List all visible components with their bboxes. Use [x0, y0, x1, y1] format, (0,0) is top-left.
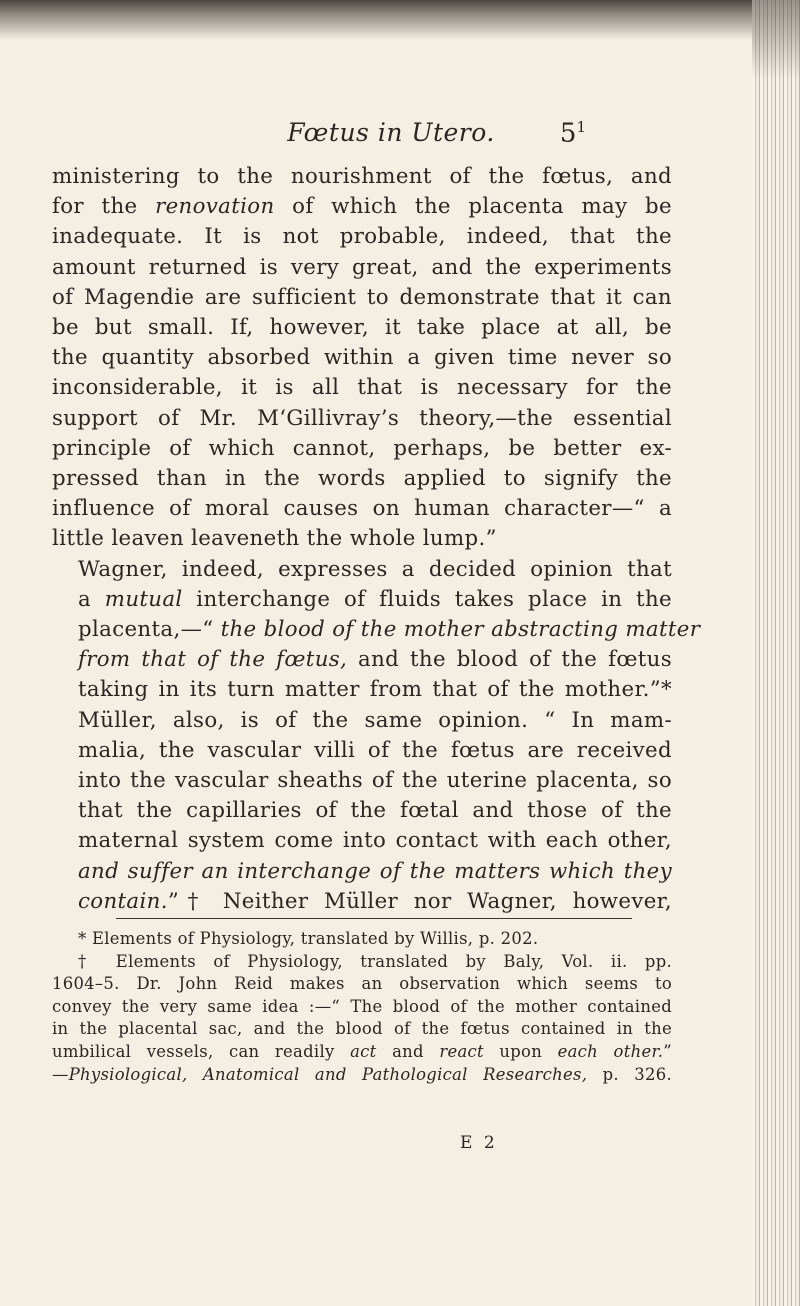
page-number: [560, 118, 586, 149]
footnote-1: [52, 928, 672, 951]
footnote-line: 1604–5. Dr. John Reid makes an observation which seems to: [52, 974, 672, 994]
footnote-line: † Elements of Physiology, translated by Baly, Vol. ii. pp.: [78, 951, 672, 971]
italic-quote-2: from that of the fœtus,: [78, 647, 348, 673]
text-line: pressed than in the words applied to signify the: [52, 466, 672, 492]
text-line: ministering to the nourishment of the fœtus, and: [52, 164, 672, 189]
text-line: Müller, also, is of the same opinion. “ In mam-: [78, 707, 672, 733]
text-line: taking in its turn matter from that of the mother.”*: [78, 677, 672, 703]
text-line: amount returned is very great, and the experiments: [52, 254, 672, 280]
text-line: that the capillaries of the fœtal and those of the: [78, 798, 672, 824]
text-line: inconsiderable, it is all that is necessary for the: [52, 375, 672, 401]
text-line: inadequate. It is not probable, indeed, that the: [52, 224, 672, 250]
text-line: the quantity absorbed within a given time never so: [52, 345, 672, 371]
text-line: principle of which cannot, perhaps, be better ex-: [52, 435, 672, 461]
text-line: from that of the fœtus, and the blood of the fœtus: [78, 647, 672, 673]
paragraph-1: [52, 162, 672, 555]
italic-citation: Physiological, Anatomical and Pathological Researches,: [68, 1064, 588, 1084]
footnote-2: [52, 951, 672, 1087]
italic-quote-1: the blood of the mother abstracting matter: [220, 617, 701, 643]
text-line: for the renovation of which the placenta may be: [52, 194, 672, 220]
book-page: [30, 0, 752, 1306]
text-line: Wagner, indeed, expresses a decided opinion that: [78, 556, 672, 582]
page-number-sup: 1: [576, 118, 586, 136]
text-line: support of Mr. M‘Gillivray’s theory,—the essential: [52, 405, 672, 431]
text-line: into the vascular sheaths of the uterine placenta, so: [78, 768, 672, 794]
text-line: contain.”† Neither Müller nor Wagner, however,: [78, 888, 672, 914]
footnotes: [52, 928, 672, 1086]
text-line: a mutual interchange of fluids takes place in the: [78, 586, 672, 612]
italic-quote-4: contain.: [78, 888, 168, 914]
italic-renovation: renovation: [155, 194, 275, 220]
book-page-edges: [752, 0, 800, 1306]
italic-mutual: mutual: [104, 586, 183, 612]
text-line: influence of moral causes on human character—“ a: [52, 496, 672, 522]
footnote-line: in the placental sac, and the blood of the fœtus contained in the: [52, 1019, 672, 1039]
text-line: placenta,—“ the blood of the mother abstracting matter: [78, 617, 701, 643]
page-header: [30, 118, 752, 158]
page-number-main: 5: [559, 118, 577, 149]
paragraph-2: [52, 555, 701, 917]
text-line: of Magendie are sufficient to demonstrate that it can: [52, 284, 672, 310]
italic-quote-3: and suffer an interchange of the matters which they: [78, 858, 672, 884]
running-head: Fœtus in Utero.: [287, 118, 495, 147]
text-line: [52, 857, 672, 887]
footnote-line: * Elements of Physiology, translated by Willis, p. 202.: [78, 929, 539, 948]
body-text: [52, 162, 701, 917]
signature-mark: E 2: [460, 1133, 498, 1153]
text-line: maternal system come into contact with each other,: [78, 828, 672, 854]
footnote-line: —Physiological, Anatomical and Pathological Researches, p. 326.: [52, 1064, 672, 1084]
text-line: little leaven leaveneth the whole lump.”: [52, 526, 497, 552]
footnote-line: convey the very same idea :—“ The blood of the mother contained: [52, 996, 672, 1016]
text-line: be but small. If, however, it take place at all, be: [52, 315, 672, 341]
footnote-line: umbilical vessels, can readily act and react upon each other.”: [52, 1041, 672, 1061]
footnote-divider: [116, 918, 632, 919]
text-line: malia, the vascular villi of the fœtus are received: [78, 737, 672, 763]
